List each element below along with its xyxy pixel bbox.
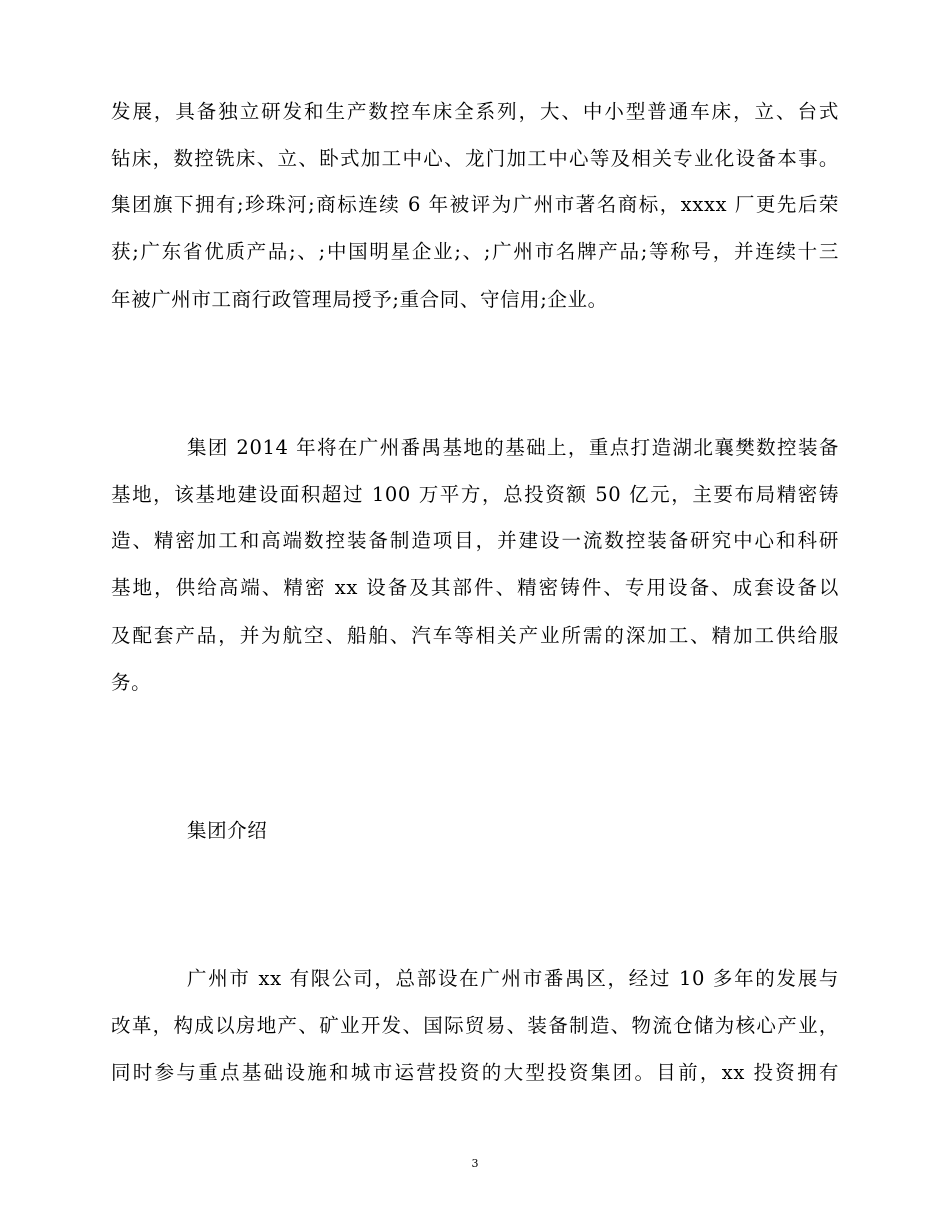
page-number: 3 xyxy=(471,1157,479,1170)
paragraph-2-line-3: 造、精密加工和高端数控装备制造项目，并建设一流数控装备研究中心和科研 xyxy=(111,529,839,552)
paragraph-2-line-5: 及配套产品，并为航空、船舶、汽车等相关产业所需的深加工、精加工供给服 xyxy=(111,624,839,647)
paragraph-2-line-6: 务。 xyxy=(111,671,152,694)
paragraph-2-line-2: 基地，该基地建设面积超过 100 万平方，总投资额 50 亿元，主要布局精密铸 xyxy=(111,483,839,506)
paragraph-2-line-1: 集团 2014 年将在广州番禺基地的基础上，重点打造湖北襄樊数控装备 xyxy=(187,436,839,459)
paragraph-3-line-3: 同时参与重点基础设施和城市运营投资的大型投资集团。目前，xx 投资拥有 xyxy=(111,1061,839,1084)
paragraph-3-line-2: 改革，构成以房地产、矿业开发、国际贸易、装备制造、物流仓储为核心产业， xyxy=(111,1014,839,1037)
paragraph-3-line-1: 广州市 xx 有限公司，总部设在广州市番禺区，经过 10 多年的发展与 xyxy=(187,967,839,990)
paragraph-2-line-4: 基地，供给高端、精密 xx 设备及其部件、精密铸件、专用设备、成套设备以 xyxy=(111,576,839,599)
paragraph-1-line-2: 钻床，数控铣床、立、卧式加工中心、龙门加工中心等及相关专业化设备本事。 xyxy=(111,147,839,170)
paragraph-1-line-3: 集团旗下拥有;珍珠河;商标连续 6 年被评为广州市著名商标，xxxx 厂更先后荣 xyxy=(111,193,839,216)
paragraph-1-line-1: 发展，具备独立研发和生产数控车床全系列，大、中小型普通车床，立、台式 xyxy=(111,100,839,123)
section-heading: 集团介绍 xyxy=(187,819,268,842)
paragraph-1-line-4: 获;广东省优质产品;、;中国明星企业;、;广州市名牌产品;等称号，并连续十三 xyxy=(111,240,839,263)
paragraph-1-line-5: 年被广州市工商行政管理局授予;重合同、守信用;企业。 xyxy=(111,288,608,311)
